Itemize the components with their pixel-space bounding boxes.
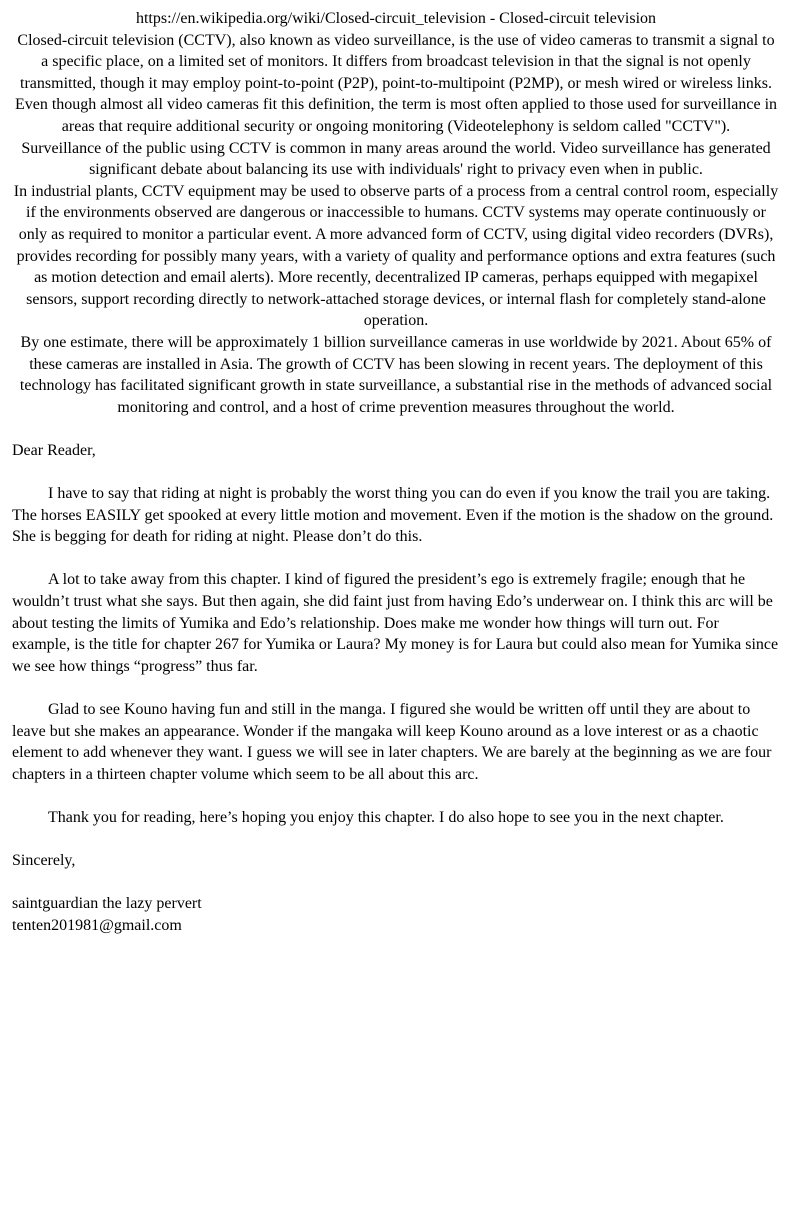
letter-paragraph-2: A lot to take away from this chapter. I kind of figured the president’s ego is extremely fragile; enough that he wouldn’t trust what she says. But then again, she did faint just from having Edo’s underwear on. I think this arc will be about testing the limits of Yumika and Edo’s relationship. Does make me wonder how things will turn out. For example, is the title for chapter 267 for Yumika or Laura? My money is for Laura but could also mean for Yumika since we see how things “progress” thus far. — [12, 571, 779, 675]
spacer — [12, 548, 780, 570]
wiki-paragraph-2: Surveillance of the public using CCTV is common in many areas around the world. Video surveillance has generated significant debate about balancing its use with individuals' right to privacy even when in public. — [21, 139, 771, 179]
spacer — [12, 785, 780, 807]
wiki-paragraph-1: Closed-circuit television (CCTV), also known as video surveillance, is the use of video cameras to transmit a signal to a specific place, on a limited set of monitors. It differs from broadcast television in that the signal is not openly transmitted, though it may employ point-to-point (P2P), point-to-multipoint (P2MP), or mesh wired or wireless links. Even though almost all video cameras fit this definition, the term is most often applied to those used for surveillance in areas that require additional security or ongoing monitoring (Videotelephony is seldom called "CCTV"). — [14, 31, 778, 135]
letter — [12, 440, 780, 937]
wiki-paragraph-3: In industrial plants, CCTV equipment may be used to observe parts of a process from a central control room, especially if the environments observed are dangerous or inaccessible to humans. CCTV systems may operate continuously or only as required to monitor a particular event. A more advanced form of CCTV, using digital video recorders (DVRs), provides recording for possibly many years, with a variety of quality and performance options and extra features (such as motion detection and email alerts). More recently, decentralized IP cameras, perhaps equipped with megapixel sensors, support recording directly to network-attached storage devices, or internal flash for completely stand-alone operation. — [13, 182, 779, 330]
letter-paragraph-4: Thank you for reading, here’s hoping you enjoy this chapter. I do also hope to see you in the next chapter. — [48, 808, 724, 826]
letter-greeting: Dear Reader, — [12, 441, 96, 459]
spacer — [12, 872, 780, 894]
source-header: https://en.wikipedia.org/wiki/Closed-circuit_television - Closed-circuit television — [135, 10, 657, 27]
spacer — [12, 829, 780, 851]
spacer — [12, 677, 780, 699]
letter-paragraph-1: I have to say that riding at night is probably the worst thing you can do even if you know the trail you are taking. The horses EASILY get spooked at every little motion and movement. Even if the motion is the shadow on the ground. She is begging for death for riding at night. Please don’t do this. — [12, 485, 774, 546]
letter-signature: saintguardian the lazy pervert — [12, 895, 202, 913]
letter-paragraph-3: Glad to see Kouno having fun and still in the manga. I figured she would be written off until they are about to leave but she makes an appearance. Wonder if the mangaka will keep Kouno around as a love interest or as a chaotic element to add whenever they want. I guess we will see in later chapters. We are barely at the beginning as we are four chapters in a thirteen chapter volume which seem to be all about this arc. — [12, 701, 772, 783]
letter-email: tenten201981@gmail.com — [12, 916, 182, 934]
wiki-excerpt — [12, 8, 780, 418]
wiki-paragraph-4: By one estimate, there will be approximately 1 billion surveillance cameras in use worldwide by 2021. About 65% of these cameras are installed in Asia. The growth of CCTV has been slowing in recent years. The deployment of this technology has facilitated significant growth in state surveillance, a substantial rise in the methods of advanced social monitoring and control, and a host of crime prevention measures throughout the world. — [19, 333, 773, 416]
letter-closing: Sincerely, — [12, 852, 76, 870]
spacer — [12, 418, 780, 440]
spacer — [12, 461, 780, 483]
